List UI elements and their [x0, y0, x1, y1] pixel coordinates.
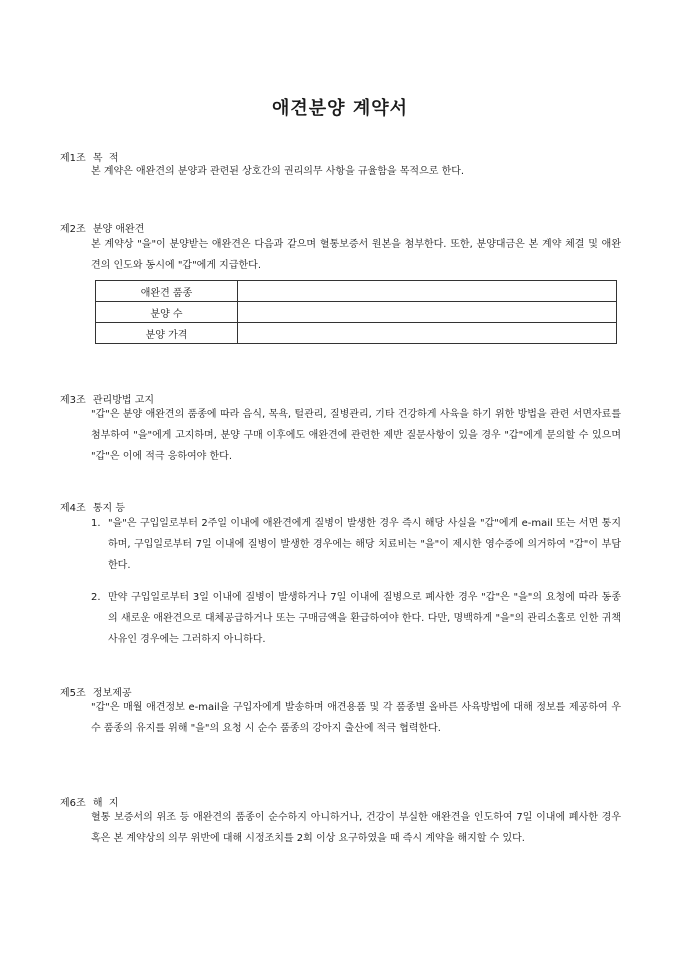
article-number: 제2조: [60, 224, 86, 235]
table-value[interactable]: [238, 281, 617, 302]
article-6-body: 혈통 보증서의 위조 등 애완견의 품종이 순수하지 아니하거나, 건강이 부실한 애완견을 인도하여 7일 이내에 폐사한 경우 혹은 본 계약상의 의무 위반에 대해 시정조치를 2회 이상 요구하였을 때 즉시 계약을 해지할 수 있다.: [91, 812, 621, 844]
article-5-body: "갑"은 매월 애견정보 e-mail을 구입자에게 발송하며 애견용품 및 각 품종별 올바른 사육방법에 대해 정보를 제공하여 우수 품종의 유지를 위해 "을"의 요청 시 순수 품종의 강아지 출산에 적극 협력한다.: [91, 702, 621, 734]
article-number: 제4조: [60, 503, 86, 514]
article-2-body: 본 계약상 "을"이 분양받는 애완견은 다음과 같으며 혈통보증서 원본을 첨부한다. 또한, 분양대금은 본 계약 체결 및 애완견의 인도와 동시에 "갑"에게 지급한다.: [91, 239, 621, 271]
item-text: 만약 구입일로부터 3일 이내에 질병이 발생하거나 7일 이내에 질병으로 폐사한 경우 "갑"은 "을"의 요청에 따라 동종의 새로운 애완견으로 대체공급하거나 또는 구매금액을 환급하여야 한다. 다만, 명백하게 "을"의 관리소홀로 인한 귀책사유인 경우에는 그러하지 아니하다.: [108, 592, 621, 645]
article-title: 통지 등: [92, 503, 126, 514]
table-label: 분양 가격: [96, 323, 238, 344]
table-label: 애완견 품종: [96, 281, 238, 302]
article-title: 관리방법 고지: [92, 395, 155, 406]
article-2-heading: [60, 220, 144, 235]
article-4-heading: [60, 499, 125, 514]
article-3-body: "갑"은 분양 애완견의 품종에 따라 음식, 목욕, 털관리, 질병관리, 기타 건강하게 사육을 하기 위한 방법을 관련 서면자료를 첨부하여 "을"에게 고지하며, 분양 구매 이후에도 애완견에 관련한 제반 질문사항이 있을 경우 "갑"에게 문의할 수 있으며 "갑"은 이에 적극 응하여야 한다.: [91, 409, 621, 462]
article-title: 분양 애완견: [92, 224, 145, 235]
article-number: 제6조: [60, 798, 86, 809]
article-number: 제3조: [60, 395, 86, 406]
puppy-info-table: [95, 280, 617, 344]
article-number: 제5조: [60, 688, 86, 699]
table-value[interactable]: [238, 302, 617, 323]
table-value[interactable]: [238, 323, 617, 344]
table-row: [96, 302, 617, 323]
item-number: 1.: [91, 518, 101, 529]
article-title: 목 적: [92, 153, 119, 164]
item-text: "을"은 구입일로부터 2주일 이내에 애완견에게 질병이 발생한 경우 즉시 해당 사실을 "갑"에게 e-mail 또는 서면 통지하며, 구입일로부터 7일 이내에 질병이 발생한 경우에는 해당 치료비는 "을"이 제시한 영수증에 의거하여 "갑"이 부담한다.: [108, 518, 621, 571]
article-number: 제1조: [60, 153, 86, 164]
item-number: 2.: [91, 592, 101, 603]
article-1-body: 본 계약은 애완견의 분양과 관련된 상호간의 권리의무 사항을 규율함을 목적으로 한다.: [91, 166, 465, 177]
article-title: 정보제공: [92, 688, 132, 699]
document-title: 애견분양 계약서: [272, 98, 408, 119]
table-row: [96, 323, 617, 344]
table-row: [96, 281, 617, 302]
table-label: 분양 수: [96, 302, 238, 323]
article-title: 해 지: [92, 798, 119, 809]
